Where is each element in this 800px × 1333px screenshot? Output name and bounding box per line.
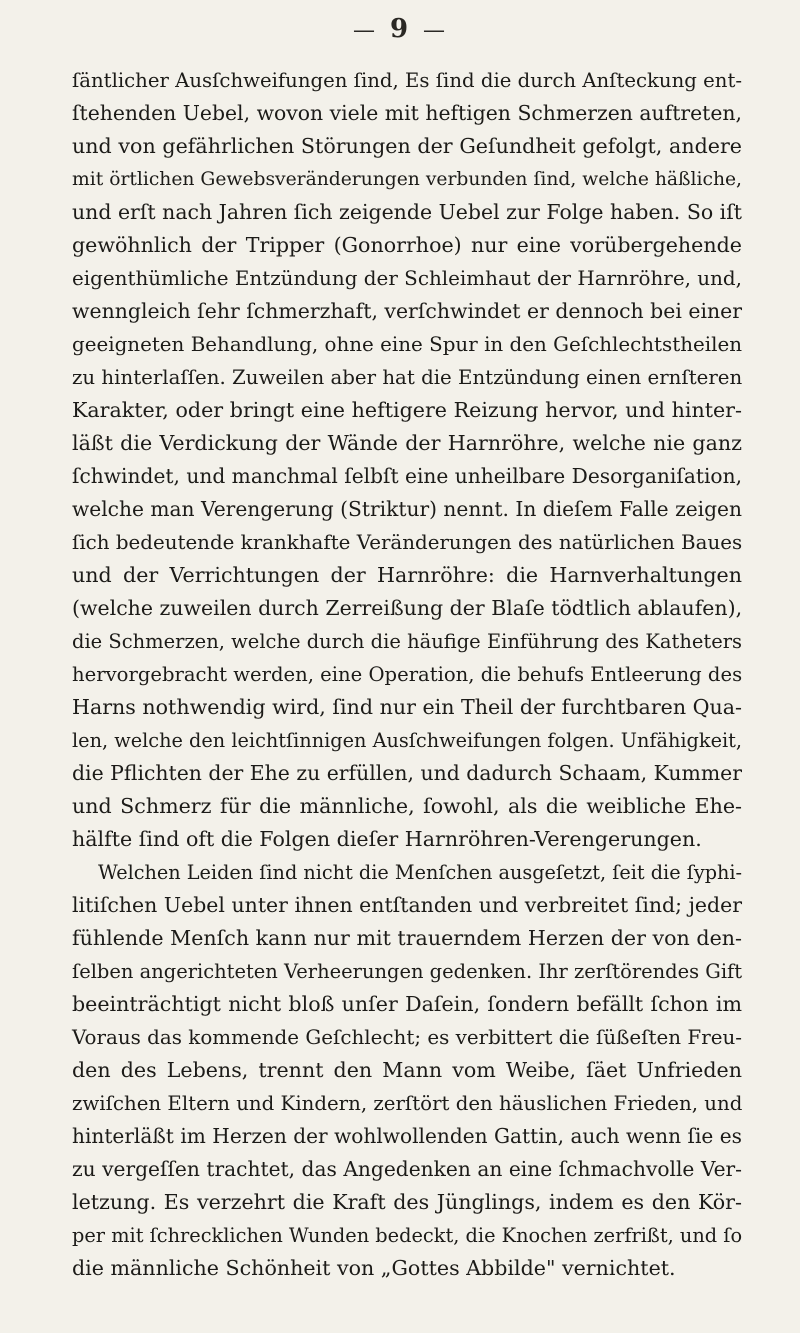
text-line: litiſchen Uebel unter ihnen entſtanden und verbreitet ſind; jeder	[72, 893, 742, 917]
text-line: zu vergeſſen trachtet, das Angedenken an eine ſchmachvolle Ver-	[72, 1157, 742, 1181]
text-line: eigenthümliche Entzündung der Schleimhaut der Harnröhre, und,	[72, 267, 742, 290]
text-line: und der Verrichtungen der Harnröhre: die Harnverhaltungen	[72, 563, 742, 587]
text-line: Welchen Leiden ſind nicht die Menſchen ausgeſetzt, ſeit die ſyphi-	[98, 861, 743, 884]
text-line: den des Lebens, trennt den Mann vom Weibe, ſäet Unfrieden	[72, 1058, 742, 1082]
text-line: ſtehenden Uebel, wovon viele mit heftigen Schmerzen auftreten,	[72, 101, 742, 125]
header-dash-right: —	[423, 18, 448, 43]
text-line: zwiſchen Eltern und Kindern, zerſtört den häuslichen Frieden, und	[72, 1092, 743, 1115]
text-line: die Schmerzen, welche durch die häufige Einführung des Katheters	[72, 630, 742, 653]
text-line: gewöhnlich der Tripper (Gonorrhoe) nur eine vorübergehende	[72, 233, 742, 257]
text-line: ſelben angerichteten Verheerungen gedenken. Ihr zerſtörendes Gift	[72, 960, 743, 983]
text-line: und erſt nach Jahren ſich zeigende Uebel zur Folge haben. So iſt	[72, 200, 742, 224]
text-line: fühlende Menſch kann nur mit trauerndem Herzen der von den-	[72, 926, 742, 950]
text-line: die männliche Schönheit von „Gottes Abbilde" vernichtet.	[72, 1256, 676, 1280]
text-line: per mit ſchrecklichen Wunden bedeckt, die Knochen zerfrißt, und ſo	[72, 1224, 743, 1247]
text-line: ſäntlicher Ausſchweifungen ſind, Es ſind die durch Anſteckung ent-	[72, 69, 742, 92]
page-number: 9	[389, 14, 411, 44]
text-line: (welche zuweilen durch Zerreißung der Blaſe tödtlich ablaufen),	[72, 596, 743, 620]
text-line: läßt die Verdickung der Wände der Harnröhre, welche nie ganz	[72, 431, 742, 455]
text-line: Voraus das kommende Geſchlecht; es verbittert die ſüßeſten Freu-	[72, 1026, 742, 1049]
text-line: Harns nothwendig wird, ſind nur ein Theil der furchtbaren Qua-	[72, 695, 742, 719]
text-line: len, welche den leichtſinnigen Ausſchweifungen folgen. Unfähigkeit,	[72, 729, 742, 752]
text-line: geeigneten Behandlung, ohne eine Spur in den Geſchlechtstheilen	[72, 333, 742, 356]
text-line: ſich bedeutende krankhafte Veränderungen des natürlichen Baues	[72, 531, 743, 554]
text-line: die Pflichten der Ehe zu erfüllen, und dadurch Schaam, Kummer	[72, 761, 742, 785]
text-line: hervorgebracht werden, eine Operation, die behufs Entleerung des	[72, 663, 743, 686]
text-line: mit örtlichen Gewebsveränderungen verbunden ſind, welche häßliche,	[72, 169, 742, 190]
text-line: zu hinterlaſſen. Zuweilen aber hat die Entzündung einen ernſteren	[72, 366, 743, 389]
text-line: letzung. Es verzehrt die Kraft des Jünglings, indem es den Kör-	[72, 1190, 742, 1214]
text-line: Karakter, oder bringt eine heftigere Reizung hervor, und hinter-	[72, 398, 742, 422]
text-line: welche man Verengerung (Striktur) nennt. In dieſem Falle zeigen	[72, 497, 742, 521]
text-line: hälfte ſind oft die Folgen dieſer Harnröhren-Verengerungen.	[72, 827, 702, 851]
body-text	[72, 64, 742, 1285]
text-line: und von gefährlichen Störungen der Geſundheit gefolgt, andere	[72, 134, 742, 158]
text-line: beeinträchtigt nicht bloß unſer Daſein, ſondern befällt ſchon im	[72, 992, 742, 1016]
text-line: hinterläßt im Herzen der wohlwollenden Gattin, auch wenn ſie es	[72, 1124, 742, 1148]
text-line: ſchwindet, und manchmal ſelbſt eine unheilbare Desorganiſation,	[72, 464, 742, 488]
text-line: und Schmerz für die männliche, ſowohl, als die weibliche Ehe-	[72, 794, 742, 818]
page-header	[0, 14, 800, 44]
text-line: wenngleich ſehr ſchmerzhaft, verſchwindet er dennoch bei einer	[72, 299, 742, 323]
header-dash-left: —	[352, 18, 377, 43]
